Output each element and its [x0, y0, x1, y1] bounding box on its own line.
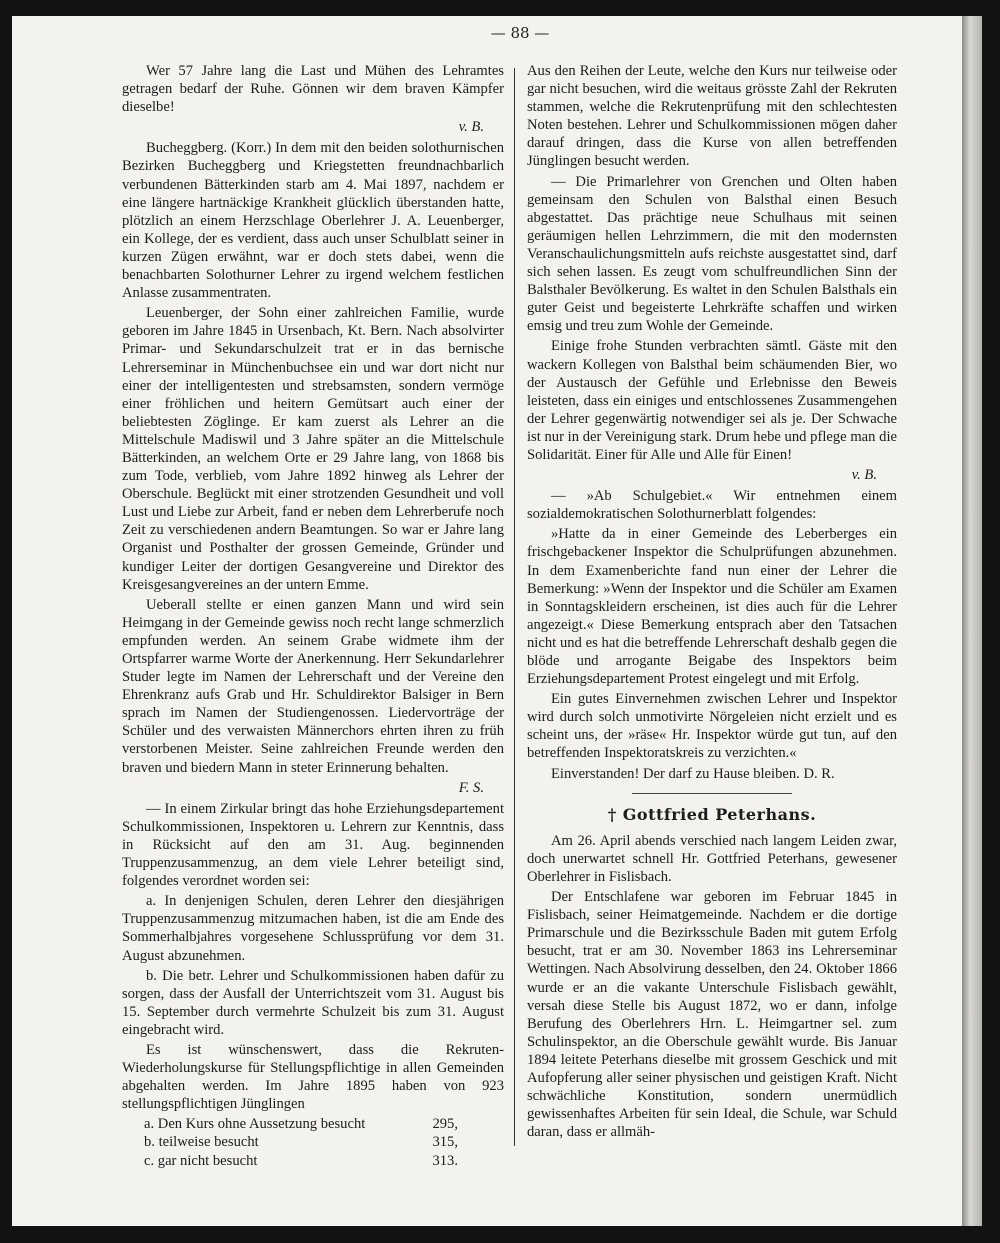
left-column: [122, 62, 504, 1170]
list-item: [122, 1133, 504, 1151]
paragraph-balsthal-visit: — Die Primarlehrer von Grenchen und Olten haben gemeinsam den Schulen von Balsthal einen Besuch abgestattet. Das prächtige neue Schulhaus mit seinen geräumigen hellen Lehrzimmern, die mit den modernsten Veranschaulichungsmitteln aufs reichste ausgestattet sind, darf sich sehen lassen. Es zeugt vom schulfreundlichen Sinn der Balsthaler Bevölkerung. Es waltet in den Schulen Balsthals ein guter Geist und begeisterte Lehrkräfte schaffen und wirken emsig und treu zum Wohle der Gemeinde.: [527, 173, 897, 335]
signature: v. B.: [851, 467, 877, 484]
paragraph-bucheggberg: Bucheggberg. (Korr.) In dem mit den beiden solothurnischen Bezirken Bucheggberg und Kriegstetten freundnachbarlich verbundenen Bätterkinden starb am 4. Mai 1897, nachdem er eine längere hartnäckige Krankheit glücklich überstanden hatte, plötzlich an einem Herzschlage Oberlehrer J. A. Leuenberger, ein Kollege, der es verdient, dass auch unser Schulblatt seiner in kurzen Zügen erwähnt, war er doch stets dabei, wenn die benachbarten Solothurner Lehrer zu irgend welchem festlichen Anlasse zusammentraten.: [122, 140, 504, 302]
paragraph-schulgebiet: — »Ab Schulgebiet.« Wir entnehmen einem sozialdemokratischen Solothurnerblatt folgendes:: [527, 488, 897, 523]
list-item: [122, 1152, 504, 1170]
obituary-title: † Gottfried Peterhans.: [607, 804, 817, 824]
paragraph-agreement: [527, 765, 897, 783]
paragraph-inspector-quote: »Hatte da in einer Gemeinde des Leberberges ein frischgebackener Inspektor die Schulprüfungen abzunehmen. In dem Examenberichte fand nun einer der Lehrer die Bemerkung: »Wenn der Inspektor und die Schüler am Examen in Sonntagskleidern erscheinen, ist dies auch für die Lehrer angezeigt.« Diese Bemerkung entsprach aber den Tatsachen nicht und es hat die betreffende Lehrerschaft deshalb gegen die blöde und arrogante Beigabe des Inspektors beim Erziehungsdepartement Protest eingelegt und mit Erfolg.: [527, 526, 897, 688]
list-item-label: b. teilweise besucht: [144, 1134, 259, 1151]
paragraph-obituary-intro: Am 26. April abends verschied nach langem Leiden zwar, doch unerwartet schnell Hr. Gottfried Peterhans, gewesener Oberlehrer in Fislisbach.: [527, 832, 897, 885]
paragraph-recruits-continued: Aus den Reihen der Leute, welche den Kurs nur teilweise oder gar nicht besuchen, wird die weitaus grösste Zahl der Rekruten stammen, welche die Rekrutenprüfung mit den schlechtesten Noten bestehen. Lehrer und Schulkommissionen mögen daher darauf dringen, dass die Kurse von allen betreffenden Jünglingen besucht werden.: [527, 63, 897, 170]
agreement-text: Einverstanden! Der darf zu Hause bleiben.: [551, 765, 800, 782]
section-rule: [632, 793, 792, 794]
list-item-label: c. gar nicht besucht: [144, 1152, 258, 1169]
list-item-value: 315,: [432, 1134, 458, 1151]
paragraph-recruits: Es ist wünschenswert, dass die Rekruten-Wiederholungskurse für Stellungspflichtige in allen Gemeinden abgehalten werden. Im Jahre 1895 haben von 923 stellungspflichtigen Jünglingen: [122, 1041, 504, 1113]
list-item: [122, 1115, 504, 1133]
list-item-label: a. Den Kurs ohne Aussetzung besucht: [144, 1116, 366, 1133]
page-edge: [962, 16, 982, 1226]
attendance-list: [122, 1115, 504, 1169]
page-number: — 88 —: [490, 24, 550, 42]
paragraph-circular: — In einem Zirkular bringt das hohe Erziehungsdepartement Schulkommissionen, Inspektoren u. Lehrern zur Kenntnis, dass in Rücksicht auf den am 31. Aug. beginnenden Truppenzusammenzug, an dem viele Lehrer beteiligt sind, folgendes verordnet worden sei:: [122, 800, 504, 890]
paragraph-funeral: Ueberall stellte er einen ganzen Mann und wird sein Heimgang in der Gemeinde gewiss noch recht lange schmerzlich empfunden werden. An seinem Grabe widmete ihm der Ortspfarrer warme Worte der Anerkennung. Herr Sekundarlehrer Studer legte im Namen der Lehrerschaft und der Vereine den Ehrenkranz aufs Grab und Hr. Schuldirektor Balsiger in Bern sprach im Namen der Studiengenossen. Liedervorträge der Schüler und des verwaisten Männerchors ehrten ihren zu früh verstorbenen Meister. Seine zahlreichen Freunde werden den braven und biedern Mann in steter Erinnerung behalten.: [122, 596, 504, 776]
list-item-value: 313.: [432, 1152, 458, 1169]
signature: v. B.: [458, 119, 484, 136]
paragraph-leuenberger-bio: Leuenberger, der Sohn einer zahlreichen Familie, wurde geboren im Jahre 1845 in Ursenbach, Kt. Bern. Nach absolvirter Primar- und Sekundarschulzeit trat er in das bernische Lehrerseminar in Münchenbuchsee ein und war dort nicht nur einer der intelligentesten und strebsamsten, sondern vermöge einer fröhlichen und heitern Gemütsart auch einer der beliebtesten Zöglinge. Er kam zuerst als Lehrer an die Mittelschule Madiswil und 3 Jahre später an die Mittelschule Bätterkinden, an welchem Orte er 29 Jahre lang, von 1868 bis zum Tode, verblieb, vom Jahre 1892 hinweg als Lehrer der Oberschule. Beglückt mit einer strotzenden Gesundheit und voll Lust und Liebe zur Arbeit, fand er neben dem Lehrerberufe noch Zeit zu verschiedenen andern Beamtungen. So war er Jahre lang Organist und Posthalter der grossen Gemeinde, Gründer und kundiger Leiter der dortigen Gesangvereine und Direktor des Kreisgesangvereines an der untern Emme.: [122, 305, 504, 593]
paragraph-item-b: b. Die betr. Lehrer und Schulkommissionen haben dafür zu sorgen, dass der Ausfall der Unterrichtszeit vom 31. August bis 15. September durch vermehrte Schulzeit bis zum 31. August eingebracht wird.: [122, 967, 504, 1038]
paragraph-item-a: a. In denjenigen Schulen, deren Lehrer den diesjährigen Truppenzusammenzug mitzumachen haben, ist die am Ende des Sommerhalbjahres vorgesehene Schlussprüfung vor dem 31. August abzunehmen.: [122, 893, 504, 964]
paragraph-inspector-comment: Ein gutes Einvernehmen zwischen Lehrer und Inspektor wird durch solch unmotivirte Nörgeleien nicht erzielt und es scheint uns, der »räse« Hr. Inspektor würde gut tun, auf den betreffenden Inspektoratskreis zu verzichten.«: [527, 691, 897, 762]
paragraph-closing: Wer 57 Jahre lang die Last und Mühen des Lehramtes getragen bedarf der Ruhe. Gönnen wir dem braven Kämpfer dieselbe!: [122, 63, 504, 116]
right-column: [527, 62, 897, 1143]
paragraph-obituary-bio: Der Entschlafene war geboren im Februar 1845 in Fislisbach, seiner Heimatgemeinde. Nachdem er die dortige Primarschule und die Bezirksschule Baden mit gutem Erfolg besucht, trat er am 30. November 1863 ins Lehrerseminar Wettingen. Nach Absolvirung desselben, den 24. Oktober 1866 wurde er an die vakante Unterschule Fislisbach gewählt, versah diese Stelle bis August 1872, wo er dann, infolge Berufung des Oberlehrers Hrn. L. Heimgartner sel. zum Schulinspektor, an die Oberschule gewählt wurde. Bis Januar 1894 leitete Peterhans dieselbe mit grossem Geschick und mit Aufopferung aller seiner physischen und geistigen Kraft. Nicht schwächliche Konstitution, sondern unermüdlich gewissenhaftes Arbeiten für sein Ideal, die Schule, war Schuld daran, dass er allmäh-: [527, 889, 897, 1141]
signature: F. S.: [458, 779, 484, 796]
list-item-value: 295,: [432, 1116, 458, 1133]
paragraph-balsthal-evening: Einige frohe Stunden verbrachten sämtl. Gäste mit den wackern Kollegen von Balsthal beim schäumenden Bier, wo der Austausch der Gefühle und Erlebnisse den Beweis leisteten, dass ein einiges und entschlossenes Zusammengehen der Lehrer gegenwärtig notwendiger sei als je. Der Schwache ist nur in der Vereinigung stark. Drum hebe und pflege man die Solidarität. Einer für Alle und Alle für Einen!: [527, 338, 897, 463]
column-divider: [514, 68, 515, 1146]
signature: D. R.: [803, 765, 835, 782]
